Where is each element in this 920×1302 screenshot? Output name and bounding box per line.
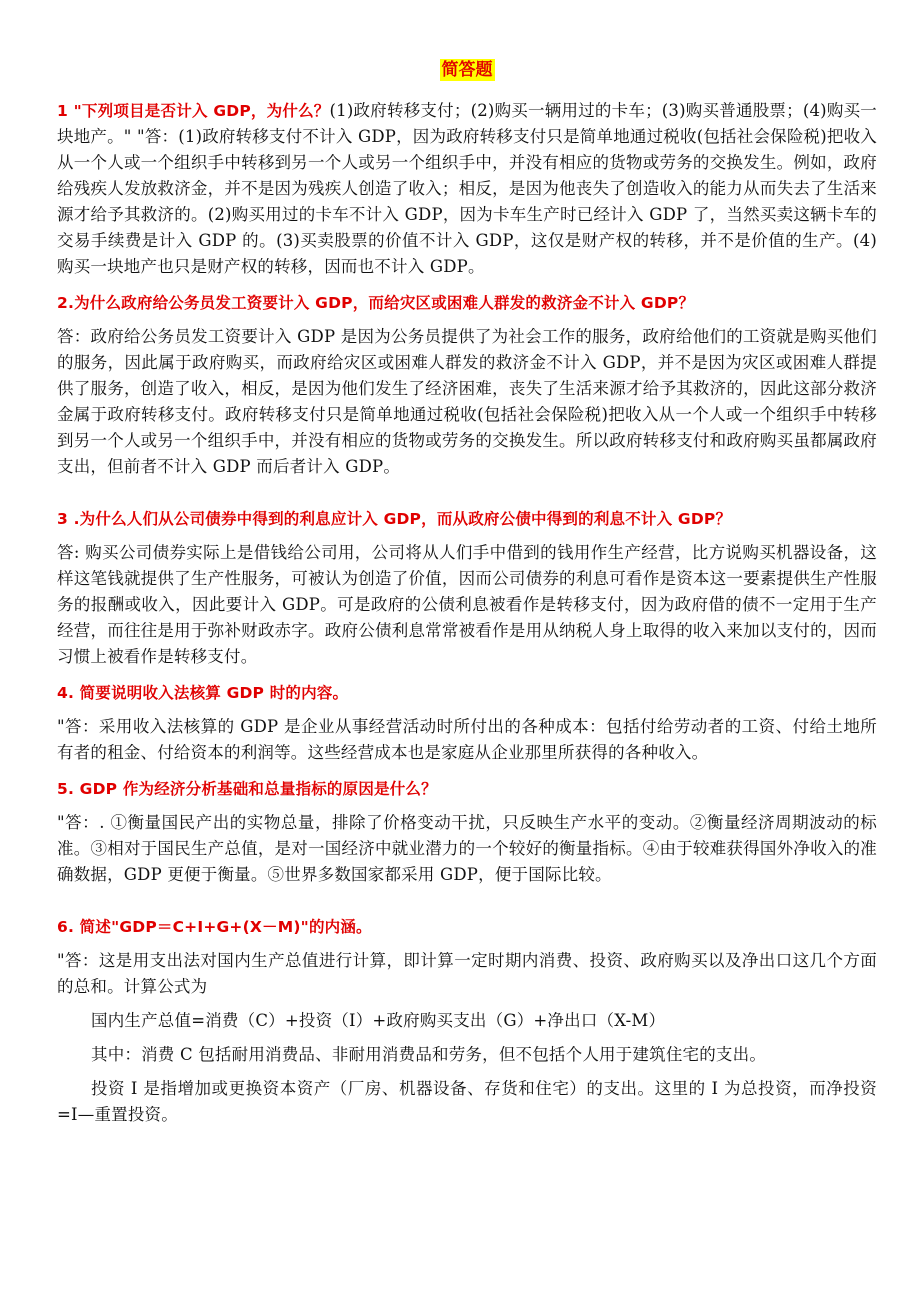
document-title — [57, 55, 877, 80]
q3-question: 3 .为什么人们从公司债券中得到的利息应计入 GDP，而从政府公债中得到的利息不计入 GDP？ — [57, 510, 732, 528]
q6-answer: "答：这是用支出法对国内生产总值进行计算，即计算一定时期内消费、投资、政府购买以及净出口这几个方面的总和。计算公式为 — [57, 951, 877, 996]
q1-answer: (1)政府转移支付；(2)购买一辆用过的卡车；(3)购买普通股票；(4)购买一块地产。" "答：(1)政府转移支付不计入 GDP，因为政府转移支付只是简单地通过税收(包括社会保险税)把收入从一个人或一个组织手中转移到另一个人或另一个组织手中，并没有相应的货物或劳务的交换发生。例如，政府给残疾人发放救济金，并不是因为残疾人创造了收入；相反，是因为他丧失了创造收入的能力从而失去了生活来源才给予其救济的。(2)购买用过的卡车不计入 GDP，因为卡车生产时已经计入 GDP 了，当然买卖这辆卡车的交易手续费是计入 GDP 的。(3)买卖股票的价值不计入 GDP，这仅是财产权的转移，并不是价值的生产。(4)购买一块地产也只是财产权的转移，因而也不计入 GDP。 — [57, 101, 877, 276]
q4-answer: "答：采用收入法核算的 GDP 是企业从事经营活动时所付出的各种成本：包括付给劳动者的工资、付给土地所有者的租金、付给资本的利润等。这些经营成本也是家庭从企业那里所获得的各种收入。 — [57, 717, 877, 762]
q3-answer: 答: 购买公司债券实际上是借钱给公司用，公司将从人们手中借到的钱用作生产经营，比方说购买机器设备，这样这笔钱就提供了生产性服务，可被认为创造了价值，因而公司债券的利息可看作是资本这一要素提供生产性服务的报酬或收入，因此要计入 GDP。可是政府的公债利息被看作是转移支付，因为政府借的债不一定用于生产经营，而往往是用于弥补财政赤字。政府公债利息常常被看作是用从纳税人身上取得的收入来加以支付的，因而习惯上被看作是转移支付。 — [57, 543, 877, 666]
q2-answer: 答：政府给公务员发工资要计入 GDP 是因为公务员提供了为社会工作的服务，政府给他们的工资就是购买他们的服务，因此属于政府购买，而政府给灾区或困难人群发的救济金不计入 GDP，并不是因为灾区或困难人群提供了服务，创造了收入，相反，是因为他们发生了经济困难，丧失了生活来源才给予其救济的，因此这部分救济金属于政府转移支付。政府转移支付只是简单地通过税收(包括社会保险税)把收入从一个人或一个组织手中转移到另一个人或另一个组织手中，并没有相应的货物或劳务的交换发生。所以政府转移支付和政府购买虽都属政府支出，但前者不计入 GDP 而后者计入 GDP。 — [57, 327, 877, 476]
document-page — [57, 55, 877, 1128]
q6-question: 6. 简述"GDP＝C+I+G+(X－M)"的内涵。 — [57, 918, 372, 936]
q6-formula: 国内生产总值=消费（C）+投资（I）+政府购买支出（G）+净出口（X-M） — [91, 1011, 666, 1030]
q2-question: 2.为什么政府给公务员发工资要计入 GDP，而给灾区或困难人群发的救济金不计入 GDP？ — [57, 294, 695, 312]
q5-answer: "答：. ①衡量国民产出的实物总量，排除了价格变动干扰，只反映生产水平的变动。②衡量经济周期波动的标准。③相对于国民生产总值，是对一国经济中就业潜力的一个较好的衡量指标。④由于较难获得国外净收入的准确数据，GDP 更便于衡量。⑤世界多数国家都采用 GDP，便于国际比较。 — [57, 813, 877, 884]
q1-block — [57, 98, 877, 280]
q6-investment: 投资 I 是指增加或更换资本资产（厂房、机器设备、存货和住宅）的支出。这里的 I 为总投资，而净投资=I—重置投资。 — [57, 1079, 877, 1124]
q6-consumption: 其中：消费 C 包括耐用消费品、非耐用消费品和劳务，但不包括个人用于建筑住宅的支出。 — [91, 1045, 767, 1064]
title-text: 简答题 — [441, 60, 493, 80]
q5-question: 5. GDP 作为经济分析基础和总量指标的原因是什么？ — [57, 780, 437, 798]
q4-question: 4. 简要说明收入法核算 GDP 时的内容。 — [57, 684, 349, 702]
q1-question: 1 "下列项目是否计入 GDP，为什么？ — [57, 102, 330, 120]
